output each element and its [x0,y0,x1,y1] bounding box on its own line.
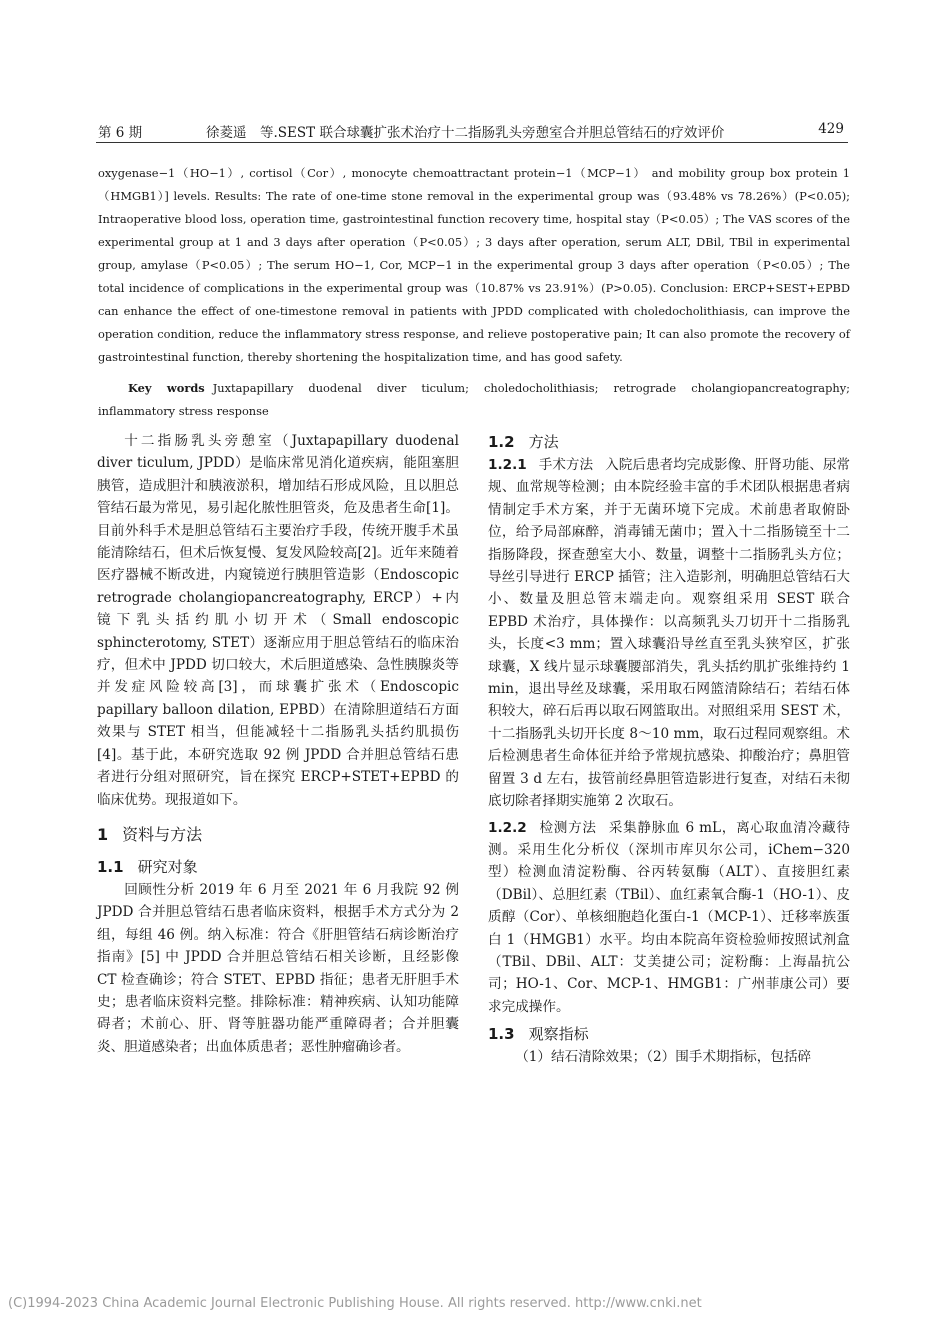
right-column [488,430,850,1069]
section-title: 资料与方法 [122,824,203,844]
observation-paragraph: （1）结石清除效果；（2）围手术期指标，包括碎 [515,1049,812,1066]
paragraph-text: 入院后患者均完成影像、肝肾功能、尿常规、血常规等检测；由本院经验丰富的手术团队根据患者病情制定手术方案，并于无菌环境下完成。术前患者取俯卧位，给予局部麻醉，消毒铺无菌巾；置入十二指肠镜至十二指肠降段，探查憩室大小、数量，调整十二指肠乳头方位；导丝引导进行 ERCP 插管；注入造影剂，明确胆总管结石大小、数量及胆总管末端走向。观察组采用 SEST 联合 EPBD 术治疗，具体操作：以高频乳头刀切开十二指肠乳头，长度<3 mm；置入球囊沿导丝直至乳头狭窄区，扩张球囊，X 线片显示球囊腰部消失，乳头括约肌扩张维持约 1 min，退出导丝及球囊，采用取石网篮清除结石；若结石体积较大，碎石后再以取石网篮取出。对照组采用 SEST 术，十二指肠乳头切开长度 8～10 mm，取石过程同观察组。术后检测患者生命体征并给予常规抗感染、抑酸治疗；鼻胆管留置 3 d 左右，拔管前经鼻胆管造影进行复查，对结石未彻底切除者择期实施第 2 次取石。 [488,457,851,810]
english-abstract [98,162,850,423]
section-number: 1.2 [488,433,515,451]
surgical-method-paragraph [488,454,850,813]
section-heading-1-3 [488,1022,850,1046]
section-number: 1.2.1 [488,457,527,473]
keywords [98,377,850,423]
section-heading-1-2 [488,430,850,454]
copyright-footer: (C)1994-2023 China Academic Journal Electronic Publishing House. All rights reserved. http://www.cnki.net [8,1296,702,1311]
paragraph-text: 采集静脉血 6 mL，离心取血清冷藏待测。采用生化分析仪（深圳市库贝尔公司，iChem−320 型）检测血清淀粉酶、谷丙转氨酶（ALT）、直接胆红素（DBil）、总胆红素（TBil）、血红素氧合酶-1（HO-1）、皮质醇（Cor）、单核细胞趋化蛋白-1（MCP-1）、迁移率族蛋白 1（HMGB1）水平。均由本院高年资检验师按照试剂盒（TBil、DBil、ALT：艾美捷公司；淀粉酶：上海晶抗公司；HO-1、Cor、MCP-1、HMGB1：广州菲康公司）要求完成操作。 [488,819,850,1015]
section-number: 1.1 [97,857,124,876]
left-column [97,430,459,1058]
section-heading-1 [97,823,459,847]
section-title: 方法 [528,433,559,451]
section-title: 手术方法 [538,457,594,473]
page-number: 429 [818,121,844,137]
running-header [96,118,848,143]
section-number: 1.3 [488,1025,515,1044]
detection-method-paragraph [488,817,850,1019]
section-title: 检测方法 [538,819,597,836]
keywords-label: Key words [128,381,205,395]
section-number: 1 [97,824,109,844]
intro-paragraph: 十二指肠乳头旁憩室（Juxtapapillary duodenal diver ticulum, JPDD）是临床常见消化道疾病，能阻塞胆胰管，造成胆汁和胰液淤积，增加结石形成风险，且以胆总管结石最为常见，易引起化脓性胆管炎，危及患者生命[1]。目前外科手术是胆总管结石主要治疗手段，传统开腹手术虽能清除结石，但术后恢复慢、复发风险较高[2]。近年来随着医疗器械不断改进，内窥镜逆行胰胆管造影（Endoscopic retrograde cholangiopancreatography, ERCP）+内镜下乳头括约肌小切开术（Small endoscopic sphincterotomy, STET）逐渐应用于胆总管结石的临床治疗，但术中 JPDD 切口较大，术后胆道感染、急性胰腺炎等并发症风险较高[3]，而球囊扩张术（Endoscopic papillary balloon dilation, EPBD）在清除胆道结石方面效果与 STET 相当，但能减轻十二指肠乳头括约肌损伤[4]。基于此，本研究选取 92 例 JPDD 合并胆总管结石患者进行分组对照研究，旨在探究 ERCP+STET+EPBD 的临床优势。现报道如下。 [97,433,459,808]
section-heading-1-1 [97,855,459,879]
study-subjects-paragraph: 回顾性分析 2019 年 6 月至 2021 年 6 月我院 92 例 JPDD 合并胆总管结石患者临床资料，根据手术方式分为 2 组，每组 46 例。纳入标准：符合《肝胆管结石病诊断治疗指南》[5] 中 JPDD 合并胆总管结石相关诊断，且经影像 CT 检查确诊；符合 STET、EPBD 指征；患者无肝胆手术史；患者临床资料完整。排除标准：精神疾病、认知功能障碍者；术前心、肝、肾等脏器功能严重障碍者；合并胆囊炎、胆道感染者；出血体质患者；恶性肿瘤确诊者。 [97,881,459,1055]
keywords-text: Juxtapapillary duodenal diver ticulum; choledocholithiasis; retrograde cholangiopancreatography; inflammatory stress response [98,381,850,418]
section-number: 1.2.2 [488,819,527,836]
running-title: 徐菱遥 等.SEST 联合球囊扩张术治疗十二指肠乳头旁憩室合并胆总管结石的疗效评价 [206,125,725,141]
section-title: 研究对象 [137,857,198,876]
section-title: 观察指标 [528,1025,589,1044]
issue-number: 第 6 期 [98,125,143,141]
abstract-text: oxygenase−1（HO−1）, cortisol（Cor）, monocyte chemoattractant protein−1（MCP−1） and mobility group box protein 1（HMGB1）] levels. Results: The rate of one-time stone removal in the experimental group was（93.48% vs 78.26%）(P<0.05); Intraoperative blood loss, operation time, gastrointestinal function recovery time, hospital stay（P<0.05）; The VAS scores of the experimental group at 1 and 3 days after operation（P<0.05）; 3 days after operation, serum ALT, DBil, TBil in experimental group, amylase（P<0.05）; The serum HO−1, Cor, MCP−1 in the experimental group 3 days after operation（P<0.05）; The total incidence of complications in the experimental group was（10.87% vs 23.91%）(P>0.05). Conclusion: ERCP+SEST+EPBD can enhance the effect of one-timestone removal in patients with JPDD complicated with choledocholithiasis, can improve the operation condition, reduce the inflammatory stress response, and relieve postoperative pain; It can also promote the recovery of gastrointestinal function, thereby shortening the hospitalization time, and has good safety. [98,166,850,364]
